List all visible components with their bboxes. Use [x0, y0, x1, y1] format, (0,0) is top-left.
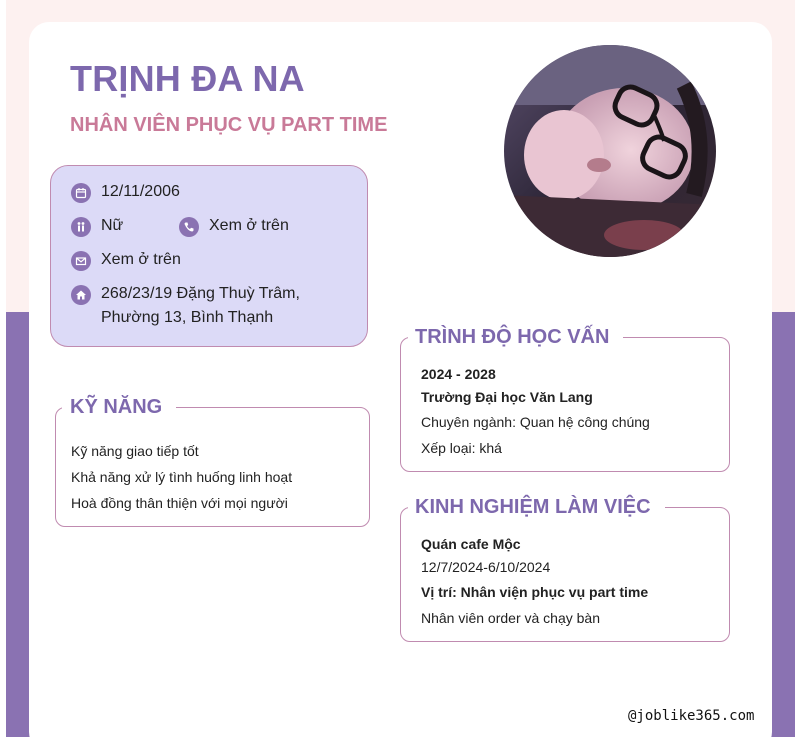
gender-value: Nữ: [101, 217, 124, 234]
candidate-name: TRỊNH ĐA NA: [70, 58, 305, 99]
education-major: Chuyên ngành: Quan hệ công chúng: [421, 414, 650, 430]
skill-item: Hoà đồng thân thiện với mọi người: [71, 495, 288, 511]
home-icon: [71, 285, 91, 305]
skill-item: Khả năng xử lý tình huống linh hoạt: [71, 469, 293, 485]
skill-item: Kỹ năng giao tiếp tốt: [71, 443, 199, 459]
experience-company: Quán cafe Mộc: [421, 536, 521, 552]
gender-icon: [71, 217, 91, 237]
education-title: TRÌNH ĐỘ HỌC VẤN: [408, 325, 623, 349]
experience-description: Nhân viên order và chạy bàn: [421, 610, 600, 626]
email-row: [71, 251, 181, 271]
phone-value: Xem ở trên: [209, 217, 289, 234]
phone-icon: [179, 217, 199, 237]
experience-title: KINH NGHIỆM LÀM VIỆC: [408, 495, 665, 519]
phone-row: [179, 217, 289, 237]
address-line-1: 268/23/19 Đặng Thuỳ Trâm,: [101, 285, 300, 302]
watermark: @joblike365.com: [628, 708, 755, 724]
address-row: [71, 285, 300, 330]
address-value: [101, 282, 300, 330]
email-value: Xem ở trên: [101, 251, 181, 268]
avatar-photo: [504, 45, 716, 257]
experience-period: 12/7/2024-6/10/2024: [421, 559, 551, 575]
gender-row: [71, 217, 123, 237]
skills-title: KỸ NĂNG: [62, 395, 176, 419]
avatar: [504, 45, 716, 257]
birthday-row: [71, 183, 180, 203]
education-period: 2024 - 2028: [421, 366, 496, 382]
calendar-icon: [71, 183, 91, 203]
education-school: Trường Đại học Văn Lang: [421, 389, 593, 405]
contact-box: [50, 165, 368, 347]
experience-role: Vị trí: Nhân viện phục vụ part time: [421, 584, 649, 600]
birthday-value: 12/11/2006: [101, 183, 180, 200]
address-line-2: Phường 13, Bình Thạnh: [101, 309, 274, 326]
job-position: NHÂN VIÊN PHỤC VỤ PART TIME: [70, 114, 388, 136]
email-icon: [71, 251, 91, 271]
education-rank: Xếp loại: khá: [421, 440, 502, 456]
